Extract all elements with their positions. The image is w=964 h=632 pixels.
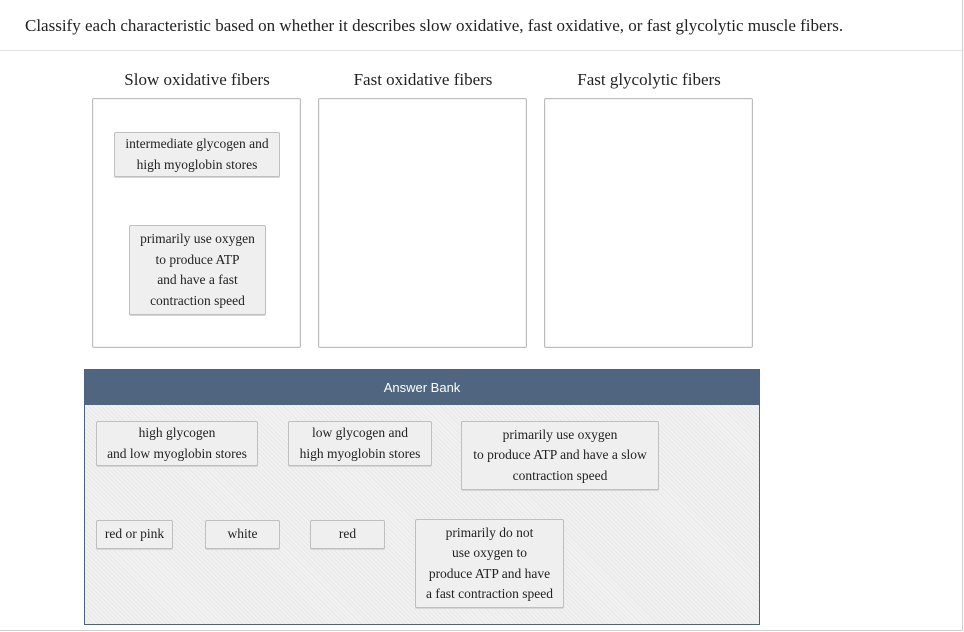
bin-fast-glycolytic[interactable]	[544, 98, 753, 348]
answer-card[interactable]: primarily use oxygen to produce ATP and have a slow contraction speed	[461, 421, 659, 490]
header-divider	[0, 50, 962, 51]
answer-card[interactable]: red or pink	[96, 520, 173, 549]
answer-card[interactable]: low glycogen and high myoglobin stores	[288, 421, 432, 466]
answer-card[interactable]: red	[310, 520, 385, 549]
instructions-text: Classify each characteristic based on whether it describes slow oxidative, fast oxidative, or fast glycolytic muscle fibers.	[25, 16, 844, 35]
bin-title-slow-oxidative: Slow oxidative fibers	[124, 70, 270, 89]
bin-fast-oxidative[interactable]	[318, 98, 527, 348]
answer-card[interactable]: high glycogen and low myoglobin stores	[96, 421, 258, 466]
bin-title-fast-glycolytic: Fast glycolytic fibers	[577, 70, 721, 89]
bin-title-fast-oxidative: Fast oxidative fibers	[353, 70, 493, 89]
bin-slow-oxidative[interactable]	[92, 98, 301, 348]
bin-card[interactable]: primarily use oxygen to produce ATP and have a fast contraction speed	[129, 225, 266, 315]
bin-card[interactable]: intermediate glycogen and high myoglobin stores	[114, 132, 280, 177]
answer-bank[interactable]	[84, 369, 760, 625]
answer-card[interactable]: primarily do not use oxygen to produce ATP and have a fast contraction speed	[415, 519, 564, 608]
answer-bank-header: Answer Bank	[85, 370, 759, 405]
answer-card[interactable]: white	[205, 520, 280, 549]
